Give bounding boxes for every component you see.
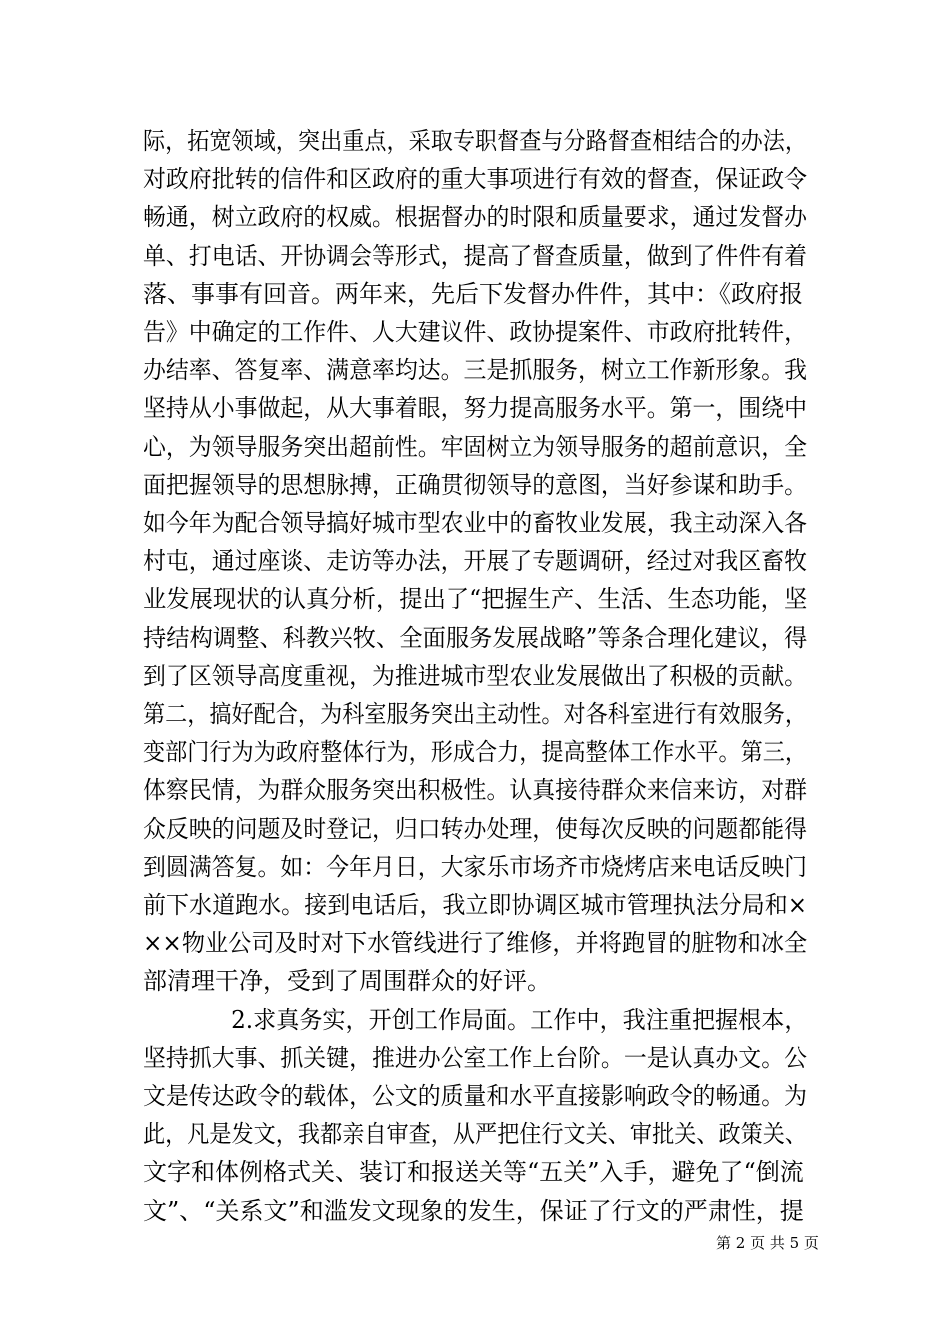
text-line: 心，为领导服务突出超前性。牢固树立为领导服务的超前意识，全 (143, 432, 807, 461)
text-line: 村屯，通过座谈、走访等办法，开展了专题调研，经过对我区畜牧 (143, 547, 807, 576)
text-line: 坚持从小事做起，从大事着眼，努力提高服务水平。第一，围绕中 (143, 394, 807, 423)
page-footer: 第 2 页 共 5 页 (716, 1234, 819, 1252)
text-line: 坚持抓大事、抓关键，推进办公室工作上台阶。一是认真办文。公 (143, 1043, 807, 1072)
text-line: 落、事事有回音。两年来，先后下发督办件件，其中：《政府报 (143, 279, 803, 308)
text-line: 部清理干净，受到了周围群众的好评。 (143, 967, 551, 996)
text-line: ××物业公司及时对下水管线进行了维修，并将跑冒的脏物和冰全 (143, 929, 808, 958)
text-line: 单、打电话、开协调会等形式，提高了督查质量，做到了件件有着 (143, 241, 807, 270)
text-line: 文字和体例格式关、装订和报送关等“五关”入手，避免了“倒流 (143, 1158, 804, 1187)
text-line: 面把握领导的思想脉搏，正确贯彻领导的意图，当好参谋和助手。 (143, 470, 807, 499)
text-line: 文是传达政令的载体，公文的质量和水平直接影响政令的畅通。为 (143, 1082, 807, 1110)
text-line: 2.求真务实，开创工作局面。工作中，我注重把握根本， (143, 1005, 808, 1034)
text-line: 如今年为配合领导搞好城市型农业中的畜牧业发展，我主动深入各 (143, 509, 807, 537)
text-line: 到圆满答复。如：今年月日，大家乐市场齐市烧烤店来电话反映门 (143, 852, 807, 881)
text-line: 到了区领导高度重视，为推进城市型农业发展做出了积极的贡献。 (143, 661, 807, 690)
text-line: 持结构调整、科教兴牧、全面服务发展战略”等条合理化建议，得 (143, 623, 808, 652)
text-line: 对政府批转的信件和区政府的重大事项进行有效的督查，保证政令 (143, 165, 807, 194)
text-line: 际，拓宽领域，突出重点，采取专职督查与分路督查相结合的办法， (143, 127, 807, 155)
text-line: 第二，搞好配合，为科室服务突出主动性。对各科室进行有效服务， (143, 700, 807, 728)
text-line: 体察民情，为群众服务突出积极性。认真接待群众来信来访，对群 (143, 776, 807, 805)
text-line: 变部门行为为政府整体行为，形成合力，提高整体工作水平。第三， (143, 738, 807, 767)
text-line: 畅通，树立政府的权威。根据督办的时限和质量要求，通过发督办 (143, 203, 807, 232)
text-line: 办结率、答复率、满意率均达。三是抓服务，树立工作新形象。我 (143, 356, 807, 385)
text-line: 告》中确定的工作件、人大建议件、政协提案件、市政府批转件， (143, 318, 807, 346)
text-line: 前下水道跑水。接到电话后，我立即协调区城市管理执法分局和× (143, 891, 808, 919)
text-line: 此，凡是发文，我都亲自审查，从严把住行文关、审批关、政策关、 (143, 1120, 807, 1149)
text-line: 文”、“关系文”和滥发文现象的发生，保证了行文的严肃性，提 (143, 1196, 804, 1225)
text-line: 众反映的问题及时登记，归口转办处理，使每次反映的问题都能得 (143, 814, 807, 843)
text-line: 业发展现状的认真分析，提出了“把握生产、生活、生态功能，坚 (143, 585, 808, 614)
